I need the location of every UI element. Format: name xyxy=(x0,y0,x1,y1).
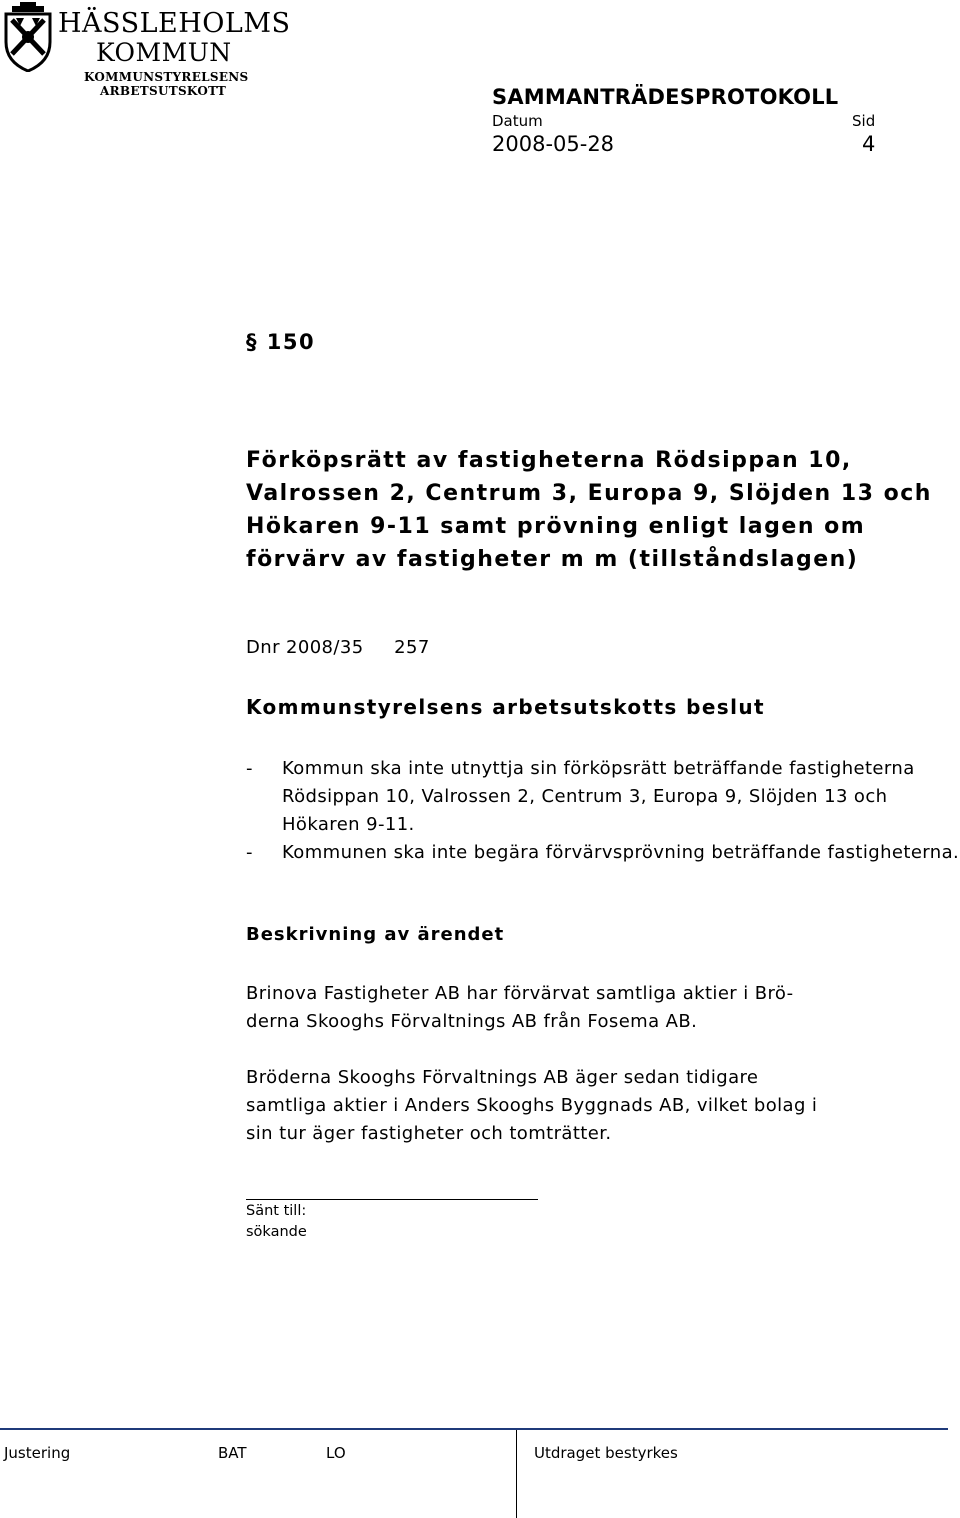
coat-of-arms-icon xyxy=(2,2,54,72)
decision-list xyxy=(246,755,960,867)
description-heading: Beskrivning av ärendet xyxy=(246,924,505,945)
logo-name-line4: ARBETSUTSKOTT xyxy=(100,84,227,98)
description-p2-line2: samtliga aktier i Anders Skooghs Byggnads AB, vilket bolag i xyxy=(246,1095,818,1116)
description-p2-line3: sin tur äger fastigheter och tomträtter. xyxy=(246,1123,612,1144)
description-p1-line2: derna Skooghs Förvaltnings AB från Fosema AB. xyxy=(246,1011,698,1032)
list-item xyxy=(246,755,960,839)
municipality-logo xyxy=(2,2,291,100)
protocol-title: SAMMANTRÄDESPROTOKOLL xyxy=(492,85,839,109)
sent-to-recipient: sökande xyxy=(246,1224,307,1240)
logo-name-line2: KOMMUN xyxy=(96,38,232,67)
description-p2-line1: Bröderna Skooghs Förvaltnings AB äger sedan tidigare xyxy=(246,1067,759,1088)
decision-heading: Kommunstyrelsens arbetsutskotts beslut xyxy=(246,695,765,719)
footer-divider xyxy=(516,1430,517,1518)
footer-initials-bat: BAT xyxy=(218,1444,247,1462)
page-label: Sid xyxy=(852,112,876,130)
sent-to-label: Sänt till: xyxy=(246,1203,307,1219)
bullet-dash: - xyxy=(246,758,253,779)
logo-name-line1: HÄSSLEHOLMS xyxy=(58,8,291,39)
decision-item-1: Kommun ska inte utnyttja sin förköpsrätt beträffande fastigheterna Rödsippan 10, Valrossen 2, Centrum 3, Europa 9, Slöjden 13 och Hökaren 9-11. xyxy=(282,758,915,835)
registration-number: Dnr 2008/35 257 xyxy=(246,637,430,658)
date-label: Datum xyxy=(492,112,543,130)
logo-name-line3: KOMMUNSTYRELSENS xyxy=(84,70,249,84)
decision-item-2: Kommunen ska inte begära förvärvsprövning beträffande fastigheterna. xyxy=(282,842,960,863)
sent-to-divider xyxy=(246,1199,538,1200)
page-number: 4 xyxy=(862,132,876,156)
page-title: Förköpsrätt av fastigheterna Rödsippan 10, Valrossen 2, Centrum 3, Europa 9, Slöjden 13 och Hökaren 9-11 samt prövning enligt lagen om förvärv av fastigheter m m (tillståndslagen) xyxy=(246,448,932,572)
footer-utdraget: Utdraget bestyrkes xyxy=(534,1444,678,1462)
paragraph-number: § 150 xyxy=(246,330,316,354)
footer-justering: Justering xyxy=(4,1444,71,1462)
bullet-dash: - xyxy=(246,842,253,863)
footer-top-rule xyxy=(0,1428,948,1430)
list-item xyxy=(246,839,960,867)
footer-initials-lo: LO xyxy=(326,1444,346,1462)
meeting-date: 2008-05-28 xyxy=(492,132,615,156)
description-p1-line1: Brinova Fastigheter AB har förvärvat samtliga aktier i Brö- xyxy=(246,983,794,1004)
